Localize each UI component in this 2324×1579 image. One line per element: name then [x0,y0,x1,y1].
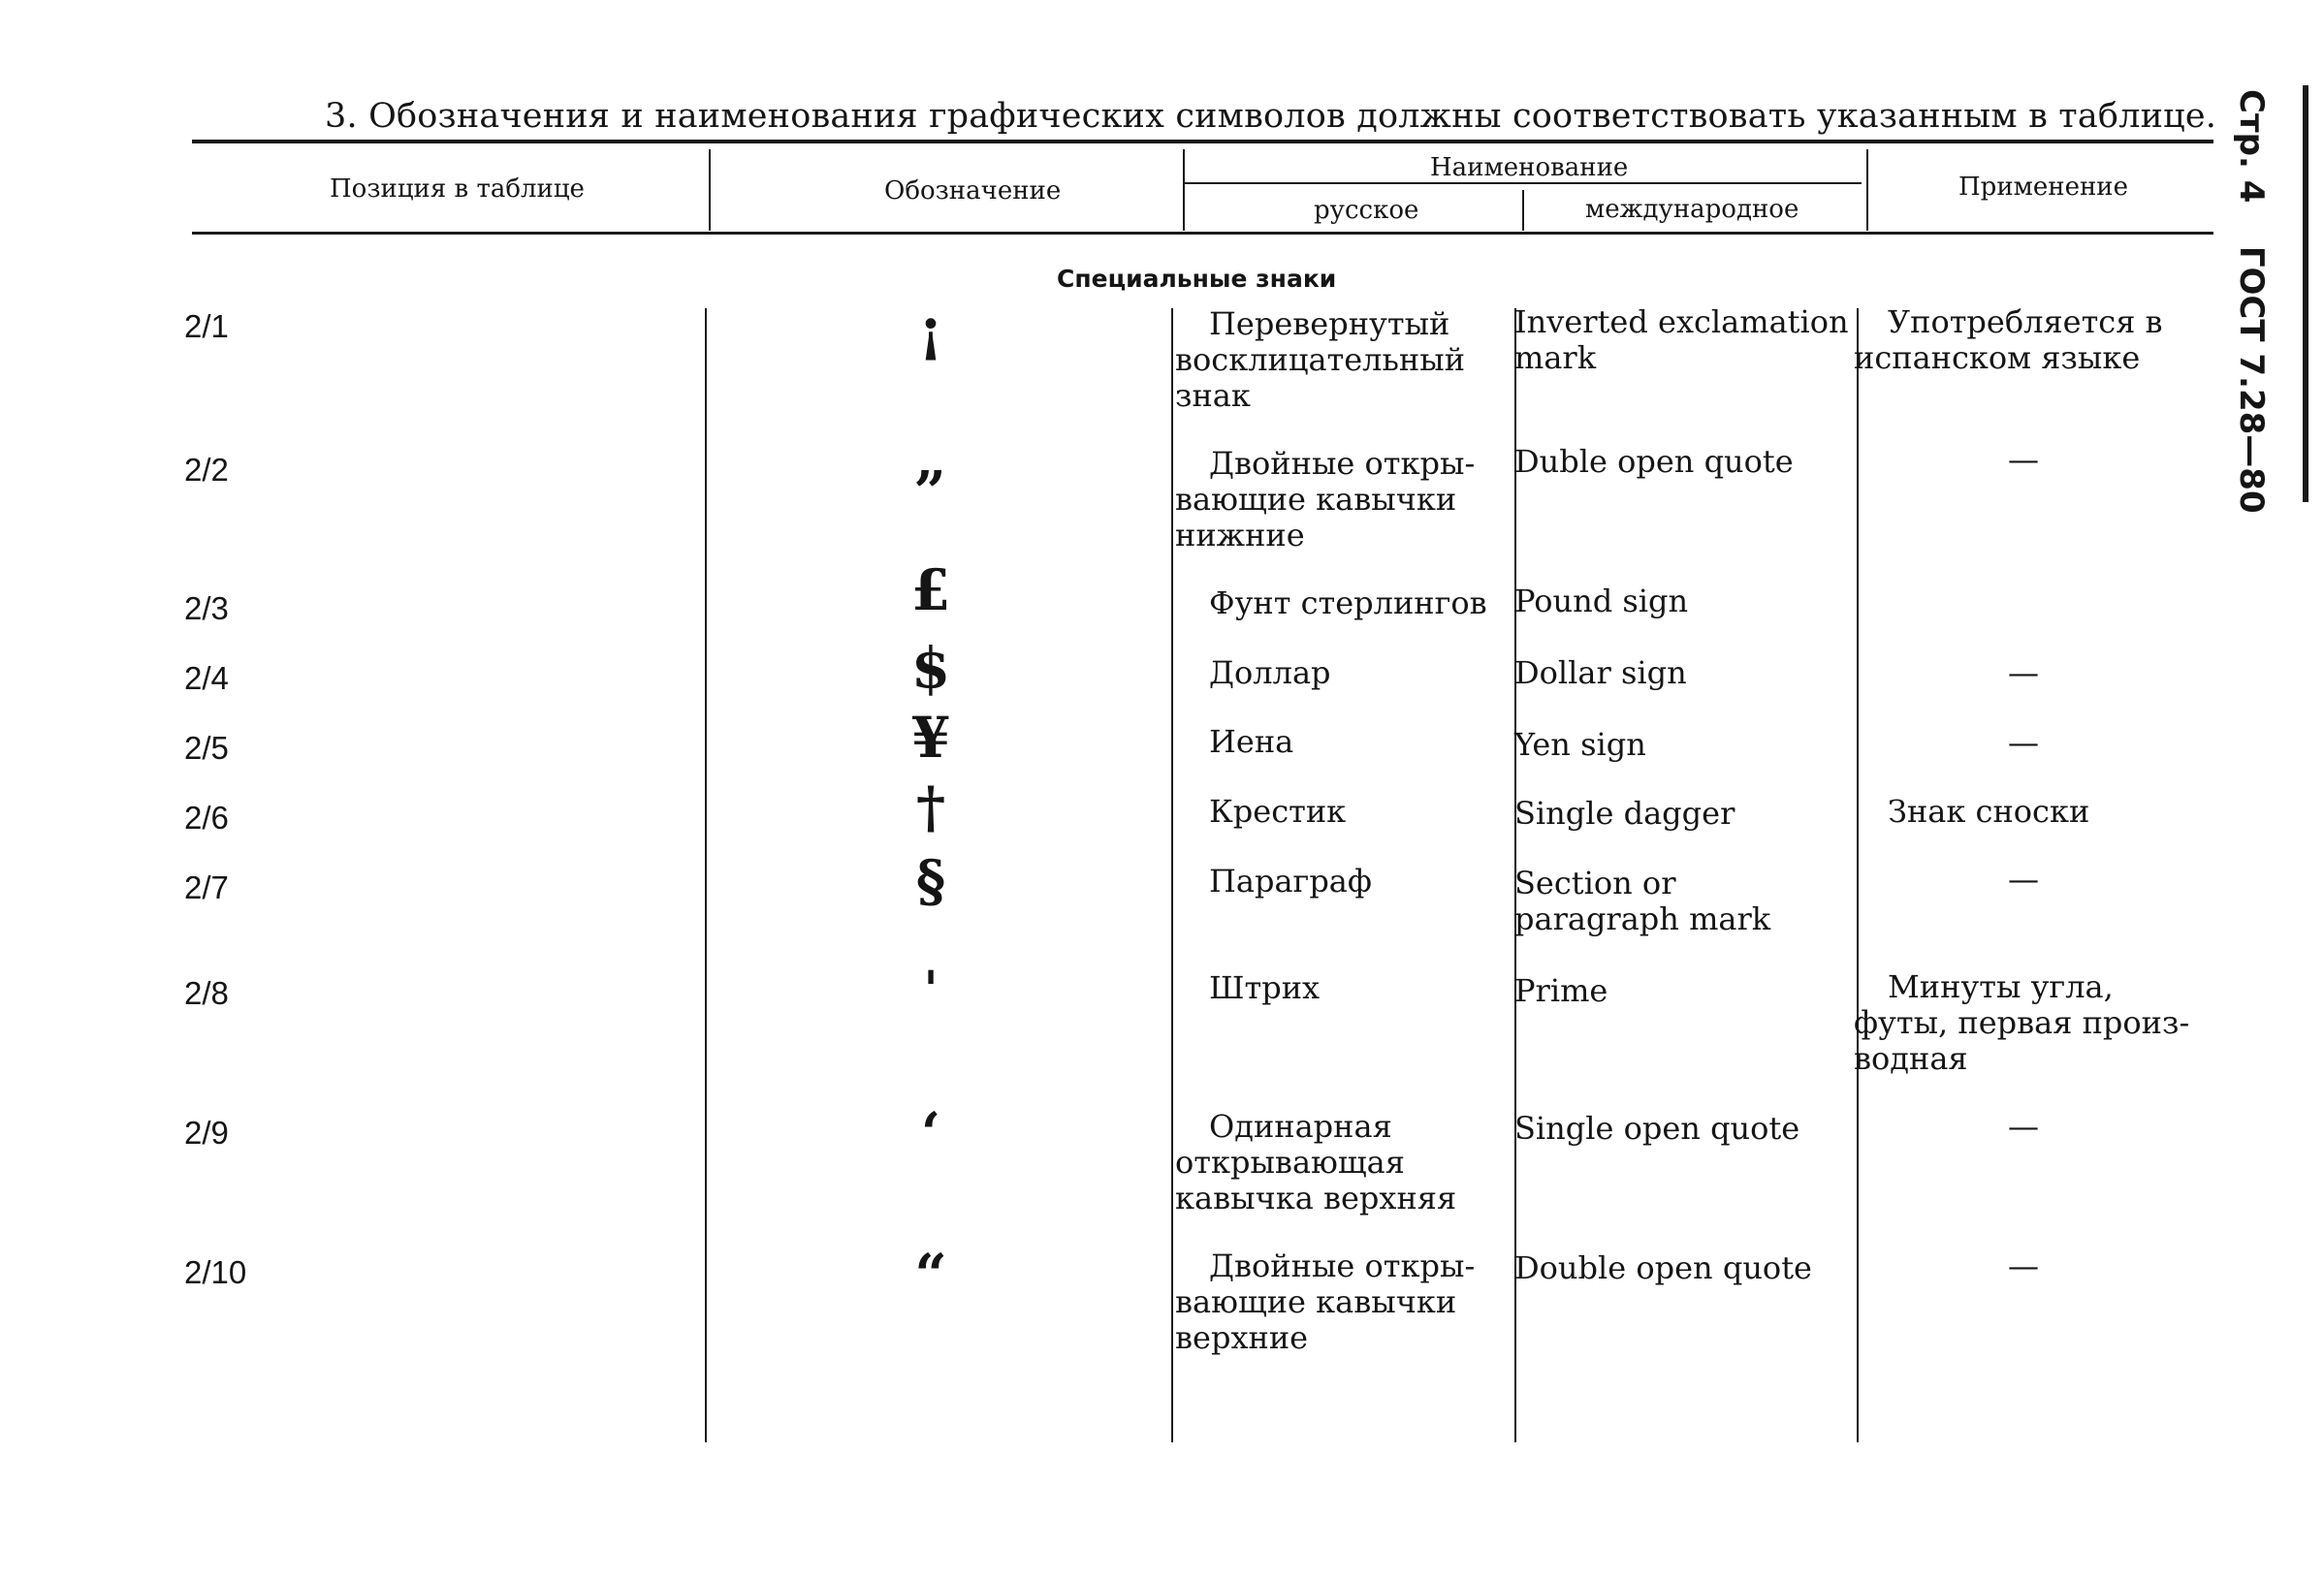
row-name-ru: Штрих [1209,969,1321,1006]
row-usage: — [2008,861,2039,898]
table-header-bottom-rule [192,232,2213,235]
row-name-ru: Двойные открывающие кавычки нижние [1175,445,1476,553]
row-usage: — [2008,724,2039,761]
row-name-intl: Dollar sign [1514,654,1687,691]
row-symbol: ¥ [910,705,951,771]
section-title: Специальные знаки [1057,265,1337,293]
page-stamp-text [2232,89,2271,514]
header-divider [709,149,711,231]
row-name-intl: Double open quote [1514,1249,1812,1286]
row-usage: Знак сноски [1888,793,2090,830]
name-subheader-rule [1185,182,1862,184]
header-name-ru: русское [1314,196,1419,225]
row-symbol: £ [910,557,951,623]
row-name-intl: Section or paragraph mark [1514,865,1771,937]
row-symbol: ˈ [922,961,939,1026]
row-usage: — [2008,1247,2039,1284]
row-position: 2/6 [184,800,229,836]
column-divider [705,308,707,1442]
row-name-ru: Фунт стерлингов [1209,584,1487,621]
row-name-intl: Inverted exclamation mark [1514,303,1849,376]
row-symbol: § [915,848,946,914]
row-name-ru: Перевернутый восклицательный знак [1175,305,1466,414]
header-name-intl: международное [1585,195,1799,224]
row-usage: — [2008,654,2039,691]
row-symbol: ¡ [918,298,943,363]
row-symbol: „ [914,426,947,492]
row-position: 2/8 [184,975,229,1011]
standard-number: ГОСТ 7.28—80 [2232,245,2271,514]
row-position: 2/4 [184,660,229,696]
row-symbol: † [915,774,946,840]
row-name-ru: Одинарная открывающая кавычка верхняя [1175,1108,1457,1216]
row-usage: Минуты угла, футы, первая производная [1854,968,2190,1077]
row-name-ru: Иена [1209,723,1294,760]
row-symbol: ‘ [920,1100,941,1166]
row-position: 2/2 [184,452,229,488]
table-top-rule [192,140,2213,143]
row-symbol: $ [910,635,951,701]
row-name-ru: Крестик [1209,793,1347,830]
row-usage: — [2008,441,2039,478]
row-symbol: “ [914,1242,947,1308]
row-position: 2/3 [184,590,229,626]
row-position: 2/10 [184,1254,247,1290]
row-usage: — [2008,1108,2039,1145]
row-name-ru: Параграф [1209,863,1372,900]
row-position: 2/9 [184,1115,229,1151]
row-name-intl: Yen sign [1514,726,1646,763]
header-name: Наименование [1430,153,1629,182]
row-name-intl: Pound sign [1514,583,1689,619]
row-name-intl: Single open quote [1514,1110,1800,1147]
page-number-label: Стр. 4 [2232,89,2271,204]
row-usage: Употребляется в испанском языке [1854,303,2163,376]
row-name-ru: Двойные открывающие кавычки верхние [1175,1247,1476,1356]
header-position: Позиция в таблице [330,174,585,204]
row-name-intl: Duble open quote [1514,443,1794,480]
header-usage: Применение [1958,173,2129,202]
column-divider [1171,308,1173,1442]
header-divider [1183,149,1185,231]
header-divider [1866,149,1868,231]
row-position: 2/1 [184,308,229,344]
row-position: 2/5 [184,730,229,766]
header-symbol: Обозначение [884,176,1062,205]
row-name-intl: Single dagger [1514,795,1735,832]
row-position: 2/7 [184,869,229,905]
row-name-intl: Prime [1514,972,1608,1009]
row-name-ru: Доллар [1209,654,1331,691]
header-divider [1522,190,1524,231]
page-heading: 3. Обозначения и наименования графических символов должны соответствовать указанным в таблице. [325,97,2217,136]
